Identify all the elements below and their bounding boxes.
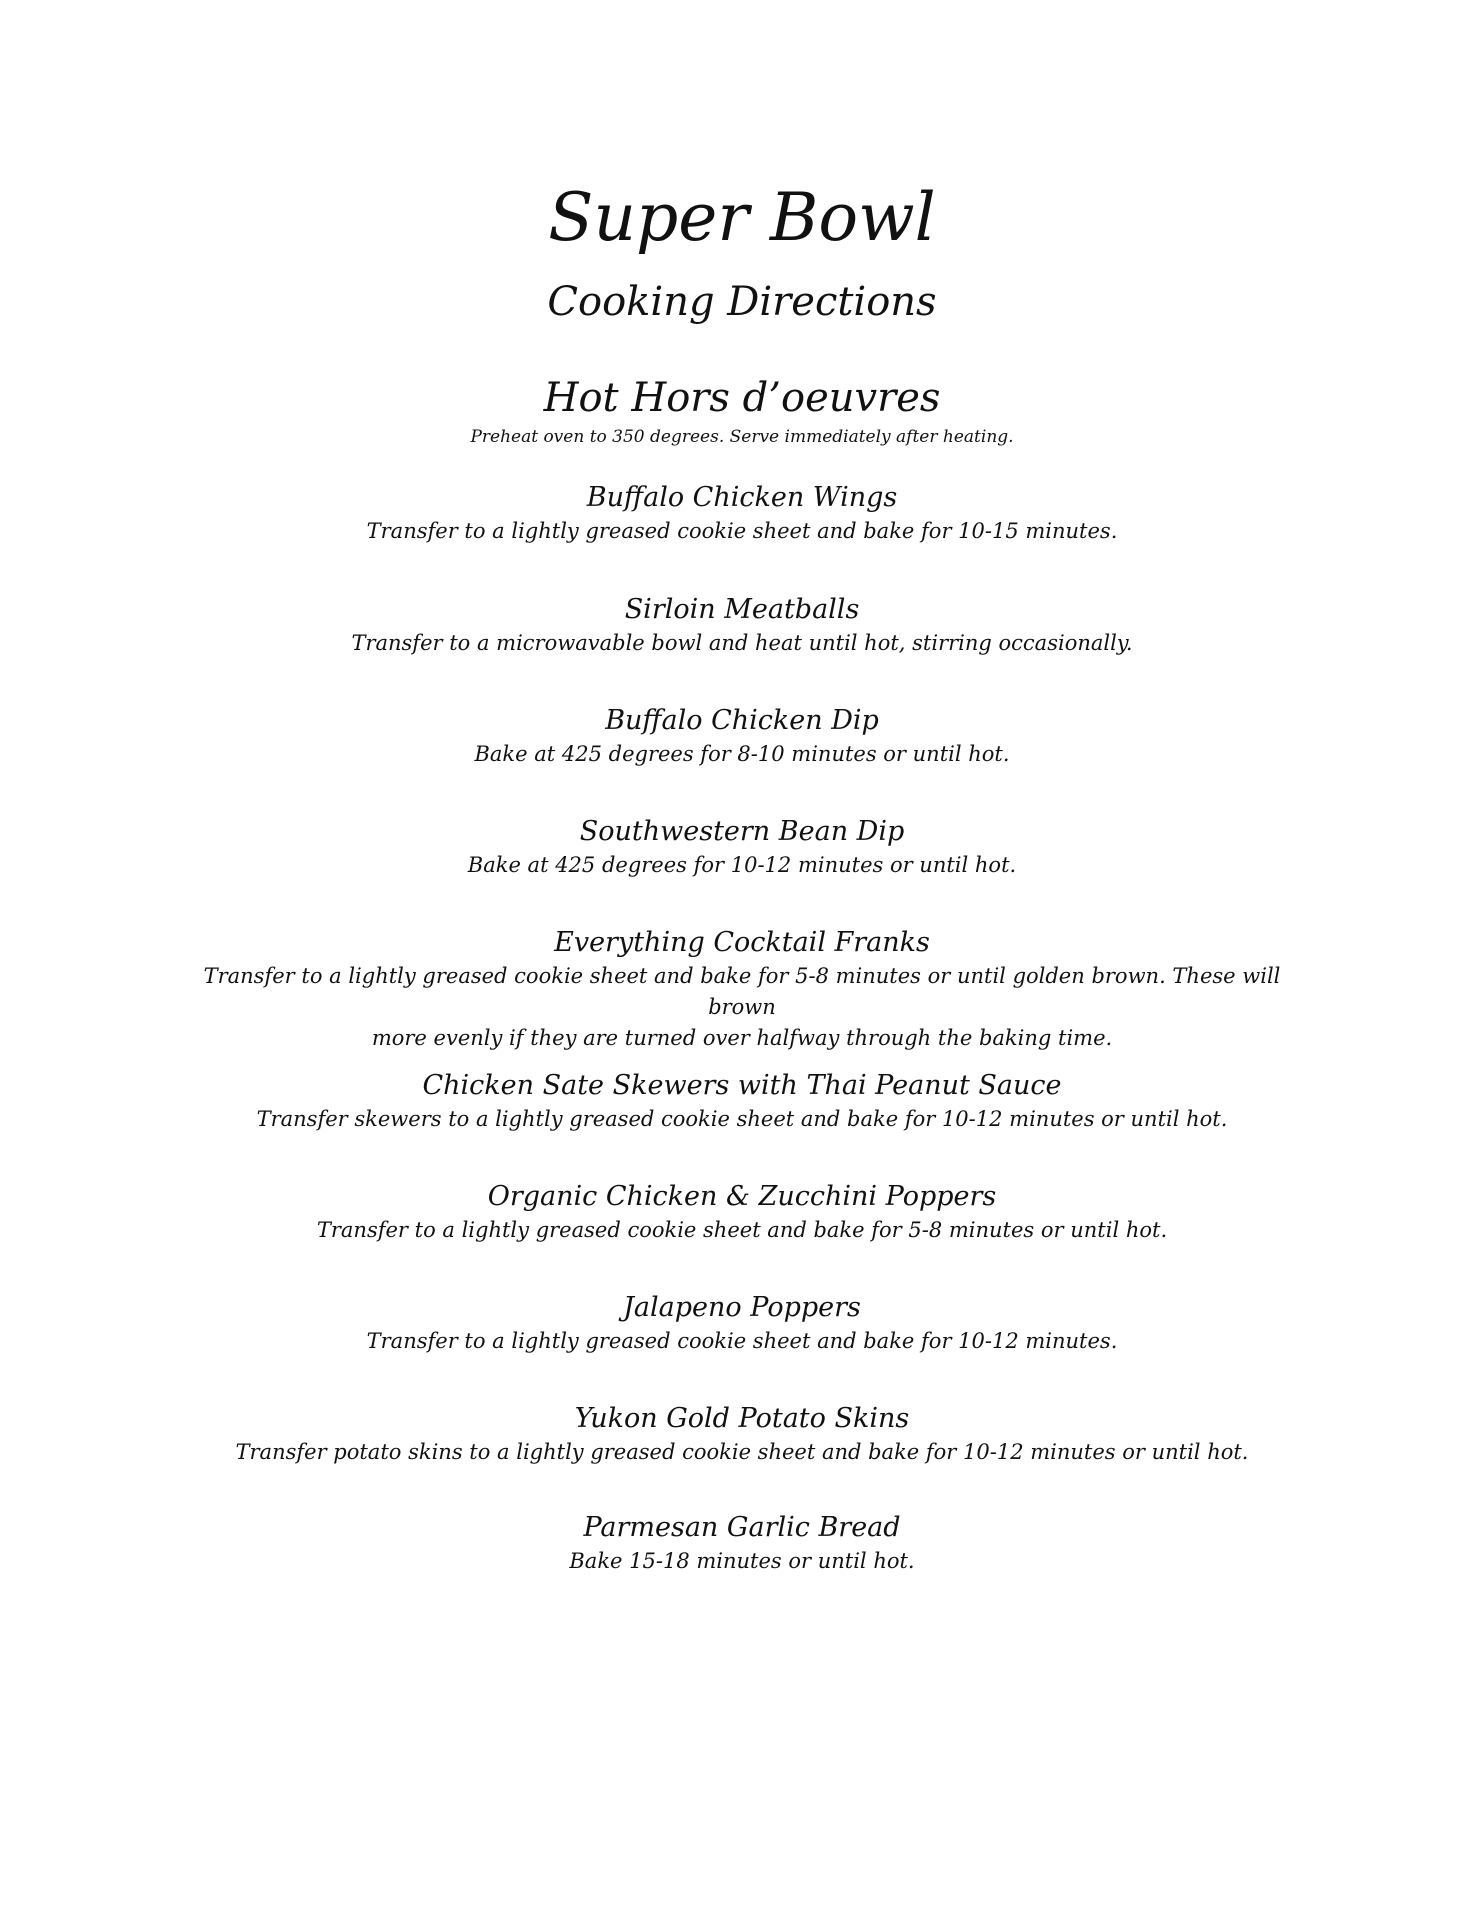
section-note: Preheat oven to 350 degrees. Serve immediately after heating. — [470, 427, 1014, 447]
item-directions: Transfer skewers to a lightly greased cookie sheet and bake for 10-12 minutes or until hot. — [256, 1107, 1228, 1131]
menu-item-everything-cocktail-franks — [180, 925, 1304, 1054]
section-heading: Hot Hors d’oeuvres — [543, 375, 941, 421]
item-directions: Transfer to a lightly greased cookie sheet and bake for 5-8 minutes or until hot. — [316, 1218, 1168, 1242]
menu-item-buffalo-chicken-dip — [180, 703, 1304, 770]
item-name: Everything Cocktail Franks — [554, 927, 930, 958]
item-name: Chicken Sate Skewers with Thai Peanut Sauce — [422, 1070, 1062, 1101]
menu-item-sirloin-meatballs — [180, 592, 1304, 659]
item-name: Buffalo Chicken Dip — [605, 705, 879, 736]
item-name: Yukon Gold Potato Skins — [574, 1403, 910, 1434]
document-title: Super Bowl — [548, 179, 936, 256]
item-directions: Transfer potato skins to a lightly greased cookie sheet and bake for 10-12 minutes or until hot. — [235, 1440, 1249, 1464]
item-name: Parmesan Garlic Bread — [583, 1512, 901, 1543]
item-directions: Bake 15-18 minutes or until hot. — [569, 1549, 915, 1573]
item-directions: Transfer to a lightly greased cookie sheet and bake for 10-15 minutes. — [366, 519, 1118, 543]
item-directions: Bake at 425 degrees for 8-10 minutes or until hot. — [474, 742, 1010, 766]
item-directions: Bake at 425 degrees for 10-12 minutes or until hot. — [467, 853, 1017, 877]
menu-item-southwestern-bean-dip — [180, 814, 1304, 881]
item-name: Jalapeno Poppers — [623, 1292, 861, 1323]
item-directions-line-2: more evenly if they are turned over halfway through the baking time. — [371, 1026, 1113, 1050]
item-name: Organic Chicken & Zucchini Poppers — [487, 1181, 997, 1212]
item-directions: Transfer to a microwavable bowl and heat until hot, stirring occasionally. — [351, 631, 1133, 655]
document-subtitle: Cooking Directions — [547, 279, 937, 325]
item-directions: Transfer to a lightly greased cookie sheet and bake for 10-12 minutes. — [366, 1329, 1118, 1353]
menu-item-parmesan-garlic-bread — [180, 1510, 1304, 1577]
item-name: Southwestern Bean Dip — [579, 816, 905, 847]
item-name: Buffalo Chicken Wings — [586, 482, 898, 513]
menu-item-jalapeno-poppers — [180, 1290, 1304, 1357]
menu-item-yukon-gold-potato-skins — [180, 1401, 1304, 1468]
item-directions-line-1: Transfer to a lightly greased cookie sheet and bake for 5-8 minutes or until golden brown. These will brown — [203, 964, 1281, 1019]
item-name: Sirloin Meatballs — [624, 594, 860, 625]
menu-item-organic-chicken-zucchini-poppers — [180, 1179, 1304, 1246]
menu-item-chicken-sate-skewers — [180, 1068, 1304, 1135]
menu-item-buffalo-chicken-wings — [180, 480, 1304, 547]
